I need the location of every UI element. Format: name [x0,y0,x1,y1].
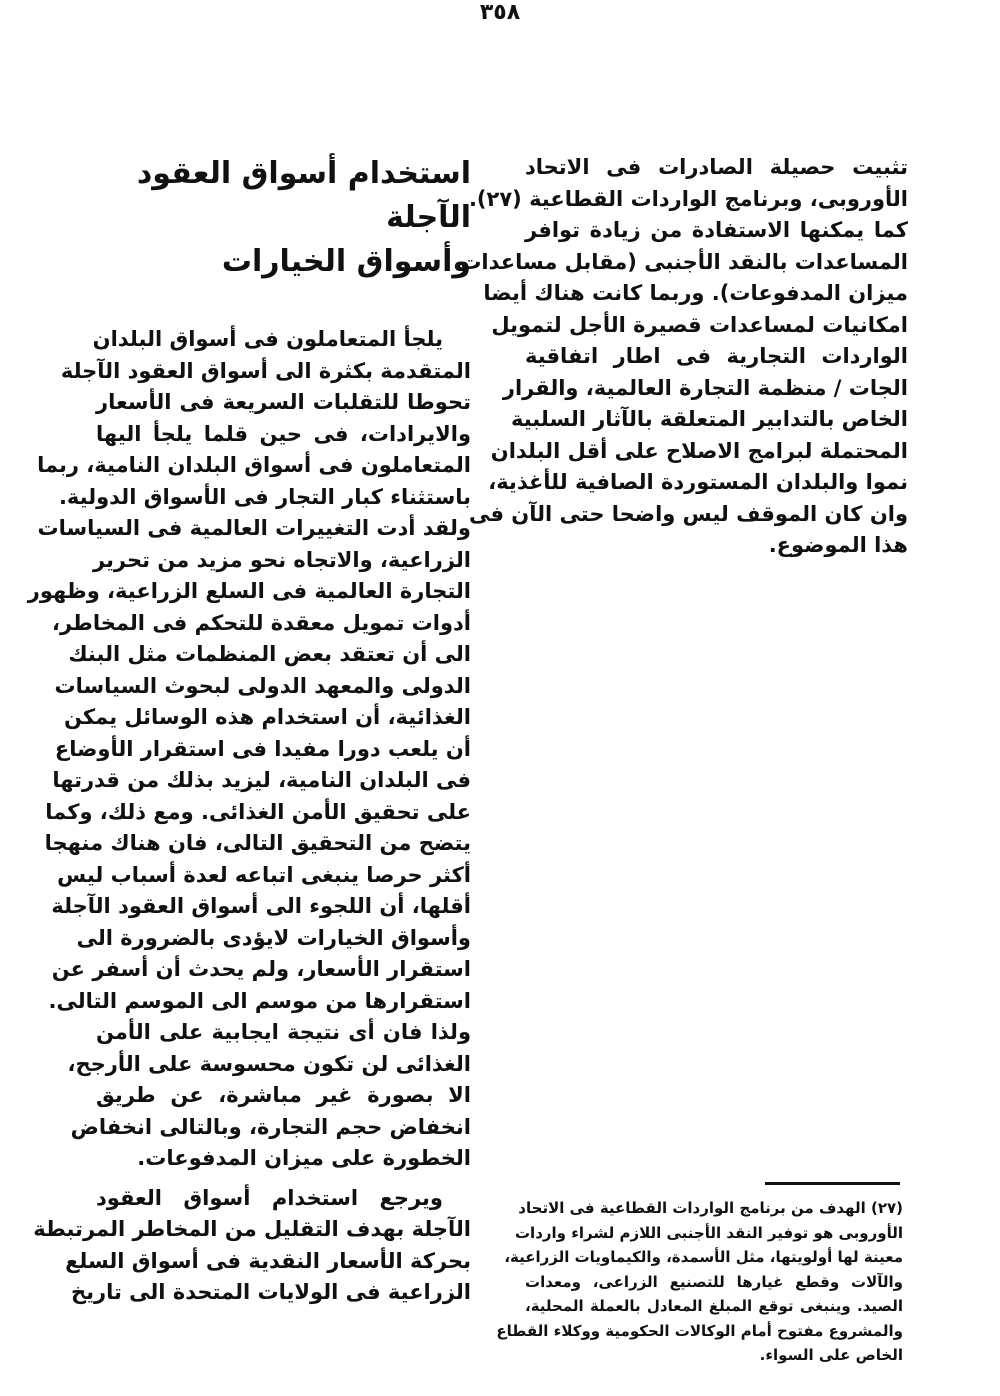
text-line: الزراعية، والاتجاه نحو مزيد من تحرير [92,547,471,572]
text-line: وان كان الموقف ليس واضحا حتى الآن فى [468,501,908,526]
text-line: أن يلعب دورا مفيدا فى استقرار الأوضاع [54,736,471,761]
text-line: على تحقيق الأمن الغذائى. ومع ذلك، وكما [45,799,471,824]
text-line: الآجلة بهدف التقليل من المخاطر المرتبطة [33,1217,471,1241]
text-line: كما يمكنها الاستفادة من زيادة توافر [525,218,908,242]
text-line: الخطورة على ميزان المدفوعات. [137,1146,471,1170]
text-line: المحتملة لبرامج الاصلاح على أقل البلدان [490,438,908,463]
paragraph [33,1183,471,1309]
text-line: استقرار الأسعار، ولم يحدث أن أسفر عن [51,957,471,981]
footnote-line: والمشروع مفتوح أمام الوكالات الحكومية ووكلاء القطاع [496,1321,903,1340]
text-line: أدوات تمويل معقدة للتحكم فى المخاطر، [52,610,471,635]
text-line: أكثر حرصا ينبغى اتباعه لعدة أسباب ليس [57,862,471,887]
text-line: الخاص بالتدابير المتعلقة بالآثار السلبية [511,407,908,431]
text-line: الدولى والمعهد الدولى لبحوث السياسات [54,673,471,698]
text-line: استقرارها من موسم الى الموسم التالى. [48,988,471,1013]
text-line: باستثناء كبار التجار فى الأسواق الدولية. [58,484,471,509]
text-line: أقلها، أن اللجوء الى أسواق العقود الآجلة [51,894,471,918]
text-line: الا بصورة غير مباشرة، عن طريق [96,1083,471,1107]
text-line: الى أن تعتقد بعض المنظمات مثل البنك [68,642,471,666]
text-line: يتضح من التحقيق التالى، فان هناك منهجا [44,831,471,855]
text-line: بحركة الأسعار النقدية فى أسواق السلع [65,1248,471,1273]
text-line: نموا والبلدان المستوردة الصافية للأغذية، [488,470,908,494]
text-line: المساعدات بالنقد الأجنبى (مقابل مساعدات [460,249,908,274]
text-line: التجارة العالمية فى السلع الزراعية، وظهور [27,579,471,603]
text-line: ولقد أدت التغييرات العالمية فى السياسات [37,516,471,540]
footnote-line: الخاص على السواء. [759,1346,903,1364]
footnote-line: الصيد. وينبغى توقع المبلغ المعادل بالعملة المحلية، [525,1297,903,1315]
text-line: تحوطا للتقلبات السريعة فى الأسعار [96,390,471,414]
text-line: المتعاملون فى أسواق البلدان النامية، ربما [37,453,471,477]
text-line: ميزان المدفوعات). وربما كانت هناك أيضا [483,281,908,305]
text-line: الغذائية، أن استخدام هذه الوسائل يمكن [64,705,471,729]
footnote-line: والآلات وقطع غيارها للتصنيع الزراعى، ومعدات [525,1272,903,1291]
text-line: يلجأ المتعاملون فى أسواق البلدان [92,327,443,351]
footnote-divider [765,1182,900,1185]
section-heading [96,152,471,284]
page-number: ٣٥٨ [479,0,521,25]
left-column [27,152,471,1309]
text-line: هذا الموضوع. [768,533,908,557]
text-line: الغذائى لن تكون محسوسة على الأرجح، [67,1051,471,1076]
paragraph [27,324,471,1175]
text-line: تثبيت حصيلة الصادرات فى الاتحاد [525,155,908,179]
footnote-line: معينة لها أولويتها، مثل الأسمدة، والكيماويات الزراعية، [504,1248,903,1266]
text-line: الجات / منظمة التجارة العالمية، والقرار [502,375,908,400]
text-line: وأسواق الخيارات لايؤدى بالضرورة الى [76,925,471,950]
text-line: ويرجع استخدام أسواق العقود [96,1185,443,1210]
footnote-line: الأوروبى هو توفير النقد الأجنبى اللازم لشراء واردات [514,1223,903,1242]
section-heading-line: استخدام أسواق العقود الآجلة [136,156,471,235]
text-line: امكانيات لمساعدات قصيرة الأجل لتمويل [491,312,908,337]
footnote-line: (٢٧) الهدف من برنامج الواردات القطاعية فى الاتحاد [518,1199,903,1217]
text-line: الزراعية فى الولايات المتحدة الى تاريخ [70,1280,471,1304]
text-line: المتقدمة بكثرة الى أسواق العقود الآجلة [60,358,471,383]
section-heading-line: وأسواق الخيارات [221,244,471,279]
right-column [460,152,908,562]
footnotes [496,1196,903,1368]
footnote-27 [496,1196,903,1368]
text-line: انخفاض حجم التجارة، وبالتالى انخفاض [70,1114,471,1139]
text-line: ولذا فان أى نتيجة ايجابية على الأمن [96,1020,471,1044]
text-line: والايرادات، فى حين قلما يلجأ اليها [96,421,471,446]
text-line: الأوروبى، وبرنامج الواردات القطاعية (٢٧). [468,186,908,211]
paragraph-gap [96,1175,471,1183]
text-line: فى البلدان النامية، ليزيد بذلك من قدرتها [52,768,471,792]
text-line: الواردات التجارية فى اطار اتفاقية [525,344,908,368]
